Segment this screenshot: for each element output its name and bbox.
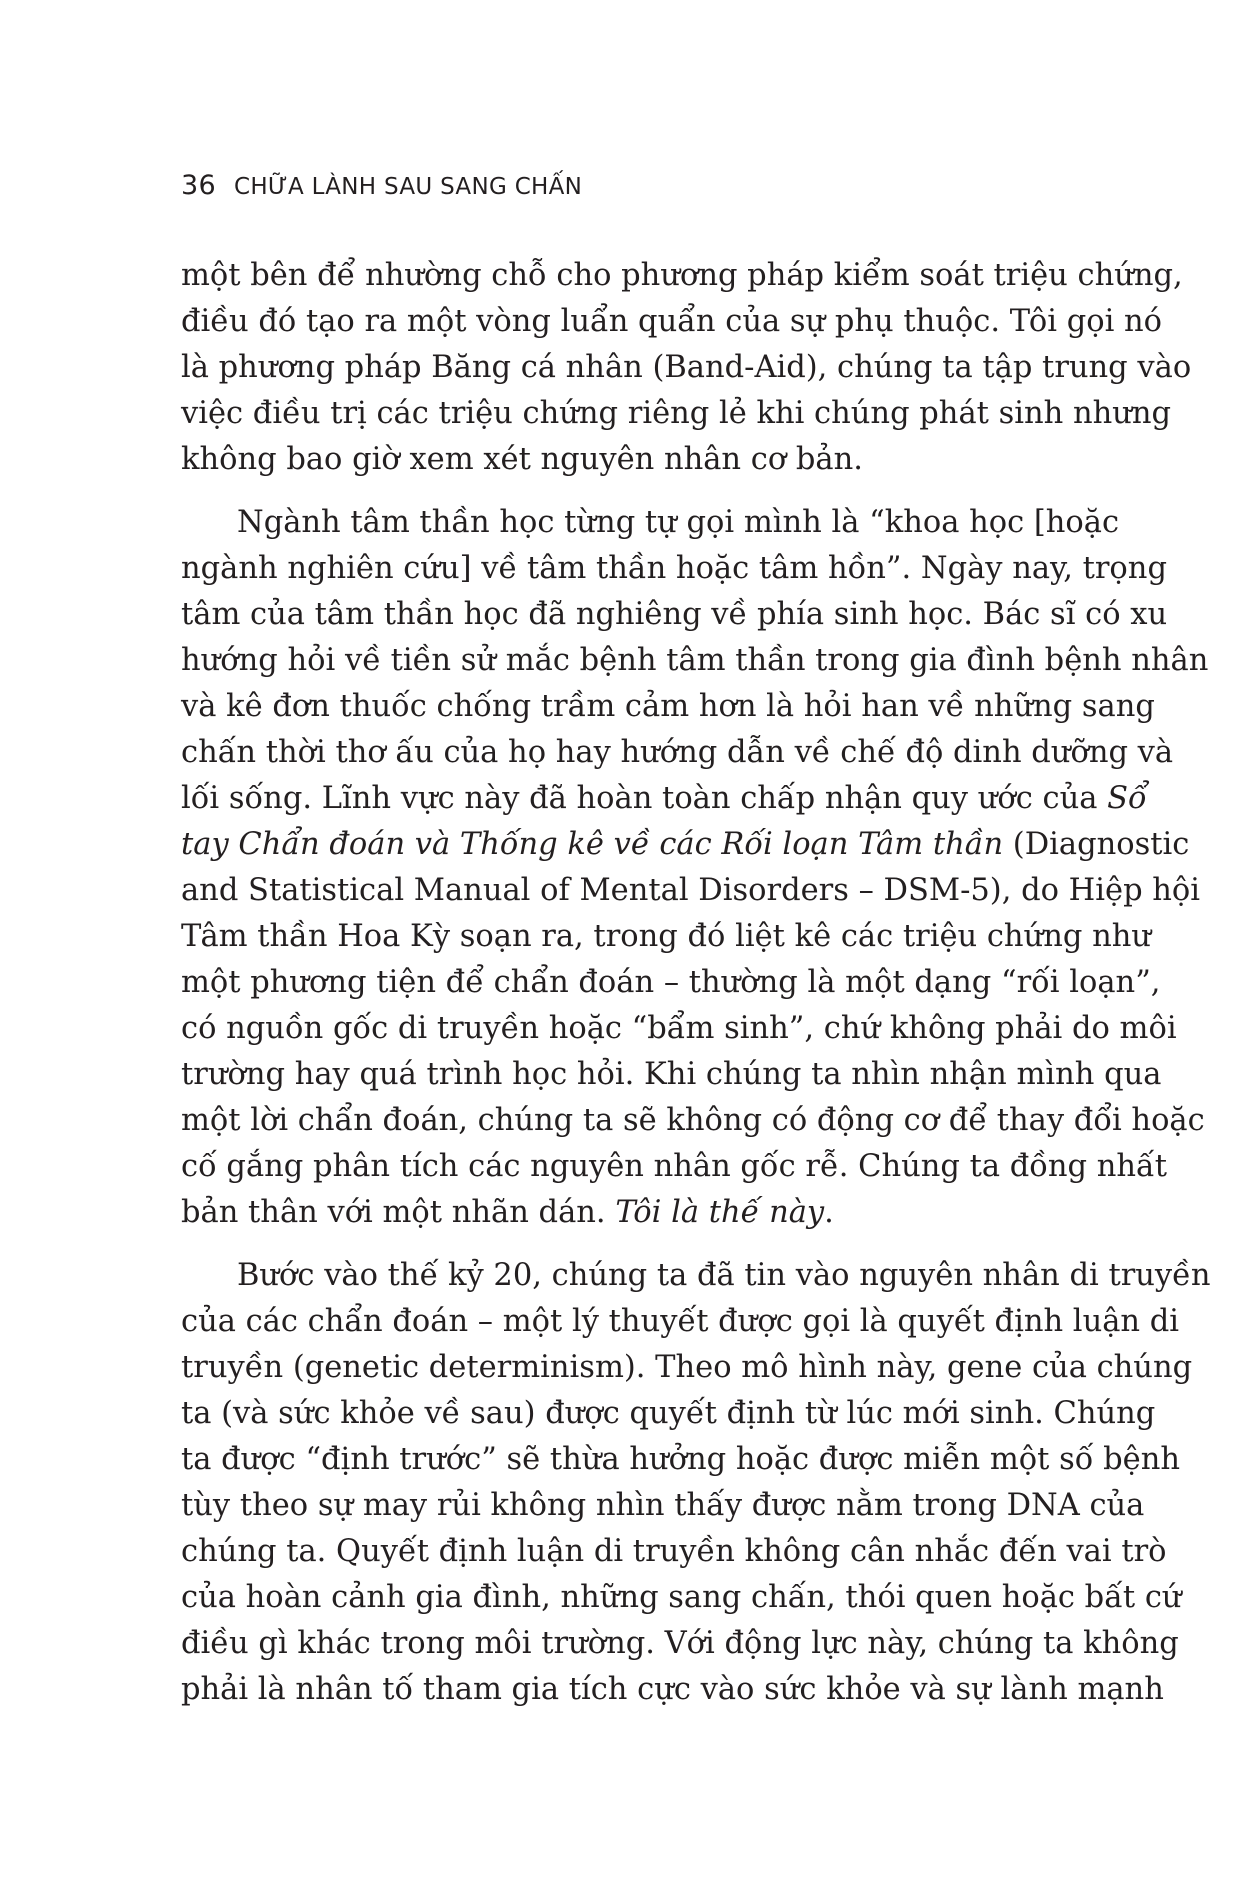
text-segment: (Diagnostic [1003, 827, 1190, 862]
text-segment: điều gì khác trong môi trường. Với động lực này, chúng ta không [181, 1626, 1179, 1661]
text-segment: phải là nhân tố tham gia tích cực vào sức khỏe và sự lành mạnh [181, 1672, 1164, 1707]
text-segment: ngành nghiên cứu] về tâm thần hoặc tâm hồn”. Ngày nay, trọng [181, 551, 1167, 586]
text-segment: ta (và sức khỏe về sau) được quyết định từ lúc mới sinh. Chúng [181, 1396, 1156, 1431]
text-segment: và kê đơn thuốc chống trầm cảm hơn là hỏi han về những sang [181, 689, 1155, 724]
text-segment: chúng ta. Quyết định luận di truyền không cân nhắc đến vai trò [181, 1534, 1167, 1569]
text-line [181, 1052, 1162, 1098]
text-segment: Bước vào thế kỷ 20, chúng ta đã tin vào nguyên nhân di truyền [237, 1258, 1211, 1293]
paragraph [181, 253, 1192, 483]
text-line [181, 1345, 1193, 1391]
text-segment: hướng hỏi về tiền sử mắc bệnh tâm thần trong gia đình bệnh nhân [181, 643, 1209, 678]
text-segment: . [824, 1195, 834, 1230]
text-line [181, 1437, 1180, 1483]
text-line [181, 730, 1174, 776]
text-line [181, 437, 1093, 483]
text-segment: điều đó tạo ra một vòng luẩn quẩn của sự phụ thuộc. Tôi gọi nó [181, 304, 1163, 339]
text-line [181, 638, 1209, 684]
text-segment: một phương tiện để chẩn đoán – thường là một dạng “rối loạn”, [181, 965, 1161, 1000]
text-segment: trường hay quá trình học hỏi. Khi chúng ta nhìn nhận mình qua [181, 1057, 1162, 1092]
text-segment: and Statistical Manual of Mental Disorders – DSM-5), do Hiệp hội [181, 873, 1201, 908]
text-line [181, 1190, 1093, 1236]
text-line [181, 1575, 1182, 1621]
text-line [181, 1253, 1211, 1299]
text-segment: của hoàn cảnh gia đình, những sang chấn, thói quen hoặc bất cứ [181, 1580, 1182, 1615]
text-segment: tùy theo sự may rủi không nhìn thấy được nằm trong DNA của [181, 1488, 1145, 1523]
italic-text: tay Chẩn đoán và Thống kê về các Rối loạn Tâm thần [181, 827, 1004, 862]
text-line [181, 299, 1163, 345]
text-line [181, 1483, 1145, 1529]
text-line [181, 1391, 1156, 1437]
text-segment: Ngành tâm thần học từng tự gọi mình là “khoa học [hoặc [237, 505, 1120, 540]
text-line [181, 914, 1151, 960]
text-segment: truyền (genetic determinism). Theo mô hình này, gene của chúng [181, 1350, 1193, 1385]
text-segment: cố gắng phân tích các nguyên nhân gốc rễ. Chúng ta đồng nhất [181, 1149, 1168, 1184]
text-line [181, 391, 1172, 437]
paragraph [181, 500, 1209, 1236]
text-line [181, 500, 1120, 546]
text-segment: lối sống. Lĩnh vực này đã hoàn toàn chấp nhận quy ước của [181, 781, 1108, 816]
text-segment: là phương pháp Băng cá nhân (Band-Aid), chúng ta tập trung vào [181, 350, 1192, 385]
text-line [181, 1098, 1205, 1144]
text-line [181, 1621, 1179, 1667]
text-line [181, 1529, 1167, 1575]
book-title: CHỮA LÀNH SAU SANG CHẤN [233, 174, 583, 200]
text-line [181, 345, 1192, 391]
text-segment: một bên để nhường chỗ cho phương pháp kiểm soát triệu chứng, [181, 258, 1183, 293]
body-text [181, 253, 1211, 1730]
italic-text: Tôi là thế này [615, 1195, 825, 1230]
italic-text: Sổ [1107, 781, 1147, 816]
text-segment: của các chẩn đoán – một lý thuyết được gọi là quyết định luận di [181, 1304, 1180, 1339]
text-line [181, 1667, 1164, 1713]
text-segment: bản thân với một nhãn dán. [181, 1195, 616, 1230]
text-segment: Tâm thần Hoa Kỳ soạn ra, trong đó liệt kê các triệu chứng như [181, 919, 1151, 954]
text-line [181, 1144, 1168, 1190]
text-line [181, 592, 1168, 638]
text-line [181, 776, 1147, 822]
text-segment: không bao giờ xem xét nguyên nhân cơ bản. [181, 442, 863, 477]
text-segment: việc điều trị các triệu chứng riêng lẻ khi chúng phát sinh nhưng [181, 396, 1172, 431]
text-segment: ta được “định trước” sẽ thừa hưởng hoặc được miễn một số bệnh [181, 1442, 1180, 1477]
text-line [181, 1006, 1177, 1052]
text-segment: có nguồn gốc di truyền hoặc “bẩm sinh”, chứ không phải do môi [181, 1011, 1177, 1046]
text-segment: chấn thời thơ ấu của họ hay hướng dẫn về chế độ dinh dưỡng và [181, 735, 1174, 770]
text-line [181, 684, 1155, 730]
text-line [181, 253, 1183, 299]
text-segment: tâm của tâm thần học đã nghiêng về phía sinh học. Bác sĩ có xu [181, 597, 1168, 632]
text-line [181, 960, 1161, 1006]
text-line [181, 1299, 1180, 1345]
text-line [181, 822, 1190, 868]
running-header [181, 170, 582, 201]
text-line [181, 868, 1201, 914]
text-line [181, 546, 1167, 592]
text-segment: một lời chẩn đoán, chúng ta sẽ không có động cơ để thay đổi hoặc [181, 1103, 1205, 1138]
page-number: 36 [181, 170, 216, 201]
paragraph [181, 1253, 1211, 1713]
